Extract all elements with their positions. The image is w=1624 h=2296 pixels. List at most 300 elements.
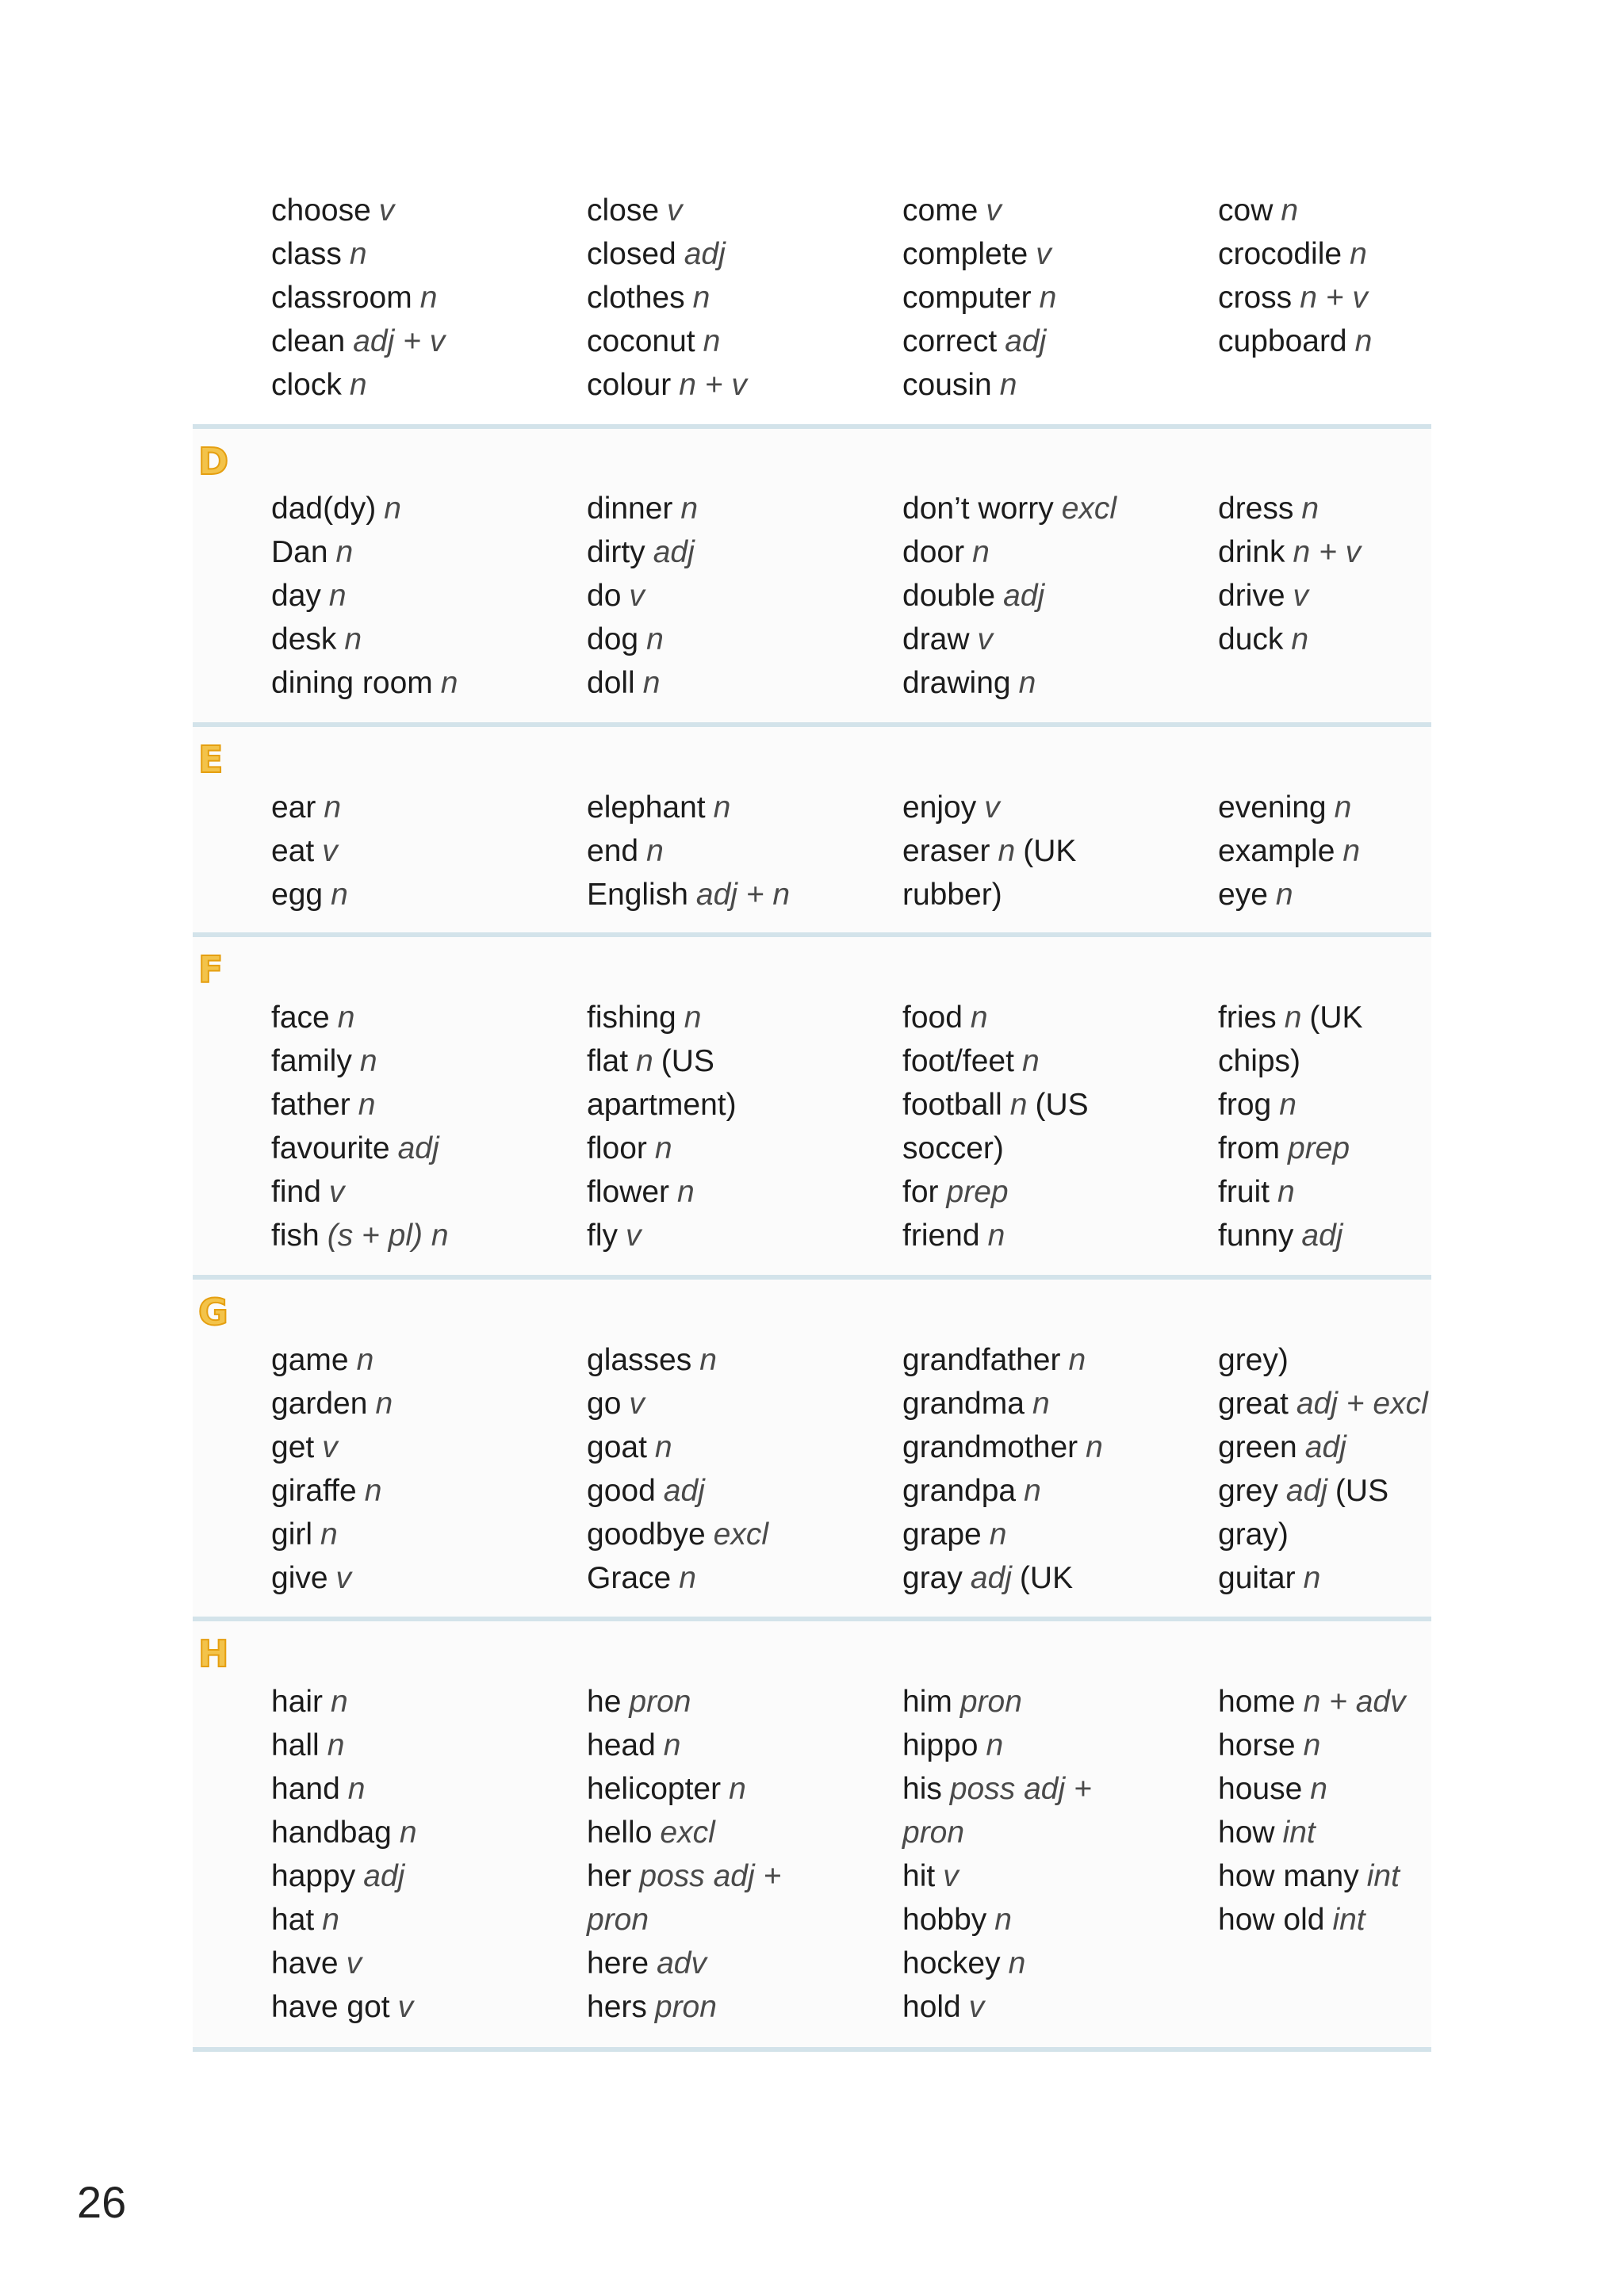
- word-column: [1218, 189, 1527, 363]
- word-entry: [271, 829, 580, 873]
- word-entry: [587, 1556, 896, 1600]
- word-entry: [587, 1513, 896, 1556]
- word-entry: [1218, 618, 1527, 661]
- headword: father: [271, 1088, 350, 1122]
- headword: hockey: [902, 1946, 1001, 1980]
- word-entry: [587, 1382, 896, 1425]
- variant-note: (US: [1035, 1088, 1089, 1122]
- headword: for: [902, 1175, 939, 1209]
- headword: gray: [902, 1561, 963, 1595]
- headword: grandpa: [902, 1474, 1017, 1508]
- headword: giraffe: [271, 1474, 357, 1508]
- headword: glasses: [587, 1343, 692, 1377]
- headword: house: [1218, 1772, 1303, 1806]
- part-of-speech: n: [998, 834, 1016, 868]
- part-of-speech: n: [1008, 1946, 1026, 1980]
- word-column: [902, 189, 1212, 407]
- word-entry: [902, 530, 1212, 574]
- word-entry: [271, 1338, 580, 1382]
- headword: hobby: [902, 1903, 987, 1937]
- section-divider: [193, 1275, 1431, 1280]
- part-of-speech: adj: [1285, 1474, 1327, 1508]
- part-of-speech: n: [646, 622, 664, 656]
- part-of-speech: v: [328, 1175, 345, 1209]
- word-column: [587, 189, 896, 407]
- part-of-speech: n: [1350, 237, 1367, 271]
- headword: cow: [1218, 193, 1274, 228]
- headword: grape: [902, 1517, 982, 1552]
- part-of-speech: excl: [660, 1816, 715, 1850]
- section-divider: [193, 424, 1431, 429]
- headword: fries: [1218, 1001, 1277, 1035]
- word-entry: [1218, 1680, 1527, 1724]
- word-column: [902, 1338, 1212, 1600]
- word-entry: [271, 530, 580, 574]
- word-entry: [902, 1680, 1212, 1724]
- word-entry: [1218, 530, 1527, 574]
- word-column: [902, 1680, 1212, 2029]
- word-entry: [902, 232, 1212, 276]
- word-column: [1218, 1680, 1527, 1942]
- headword: foot/feet: [902, 1044, 1014, 1078]
- headword: Dan: [271, 535, 328, 569]
- part-of-speech: n + v: [1300, 281, 1368, 315]
- word-entry: [271, 320, 580, 363]
- headword: hat: [271, 1903, 315, 1937]
- word-entry: [271, 1382, 580, 1425]
- headword: floor: [587, 1131, 647, 1165]
- word-entry: [587, 276, 896, 320]
- part-of-speech: v: [346, 1946, 362, 1980]
- headword: goodbye: [587, 1517, 706, 1552]
- word-entry: [1218, 1039, 1527, 1083]
- word-entry: [902, 829, 1212, 873]
- word-entry: [587, 1811, 896, 1854]
- word-entry: [587, 1985, 896, 2029]
- headword: chips): [1218, 1044, 1301, 1078]
- part-of-speech: n: [1303, 1561, 1321, 1595]
- headword: flat: [587, 1044, 629, 1078]
- headword: example: [1218, 834, 1335, 868]
- part-of-speech: n: [654, 1131, 672, 1165]
- word-entry: [902, 1170, 1212, 1214]
- part-of-speech: n: [1032, 1387, 1050, 1421]
- word-column: [1218, 1338, 1527, 1600]
- word-entry: [587, 1039, 896, 1083]
- part-of-speech: n: [324, 790, 342, 825]
- part-of-speech: pron: [654, 1990, 717, 2024]
- headword: green: [1218, 1430, 1297, 1464]
- part-of-speech: n: [1291, 622, 1309, 656]
- part-of-speech: v: [629, 579, 645, 613]
- headword: apartment): [587, 1088, 737, 1122]
- part-of-speech: poss adj +: [949, 1772, 1092, 1806]
- headword: hello: [587, 1816, 653, 1850]
- headword: hair: [271, 1685, 324, 1719]
- word-column: [587, 487, 896, 705]
- headword: complete: [902, 237, 1028, 271]
- word-entry: [587, 996, 896, 1039]
- word-entry: [271, 1469, 580, 1513]
- part-of-speech: n: [399, 1816, 417, 1850]
- word-entry: [1218, 320, 1527, 363]
- part-of-speech: v: [629, 1387, 645, 1421]
- word-entry: [902, 1338, 1212, 1382]
- headword: colour: [587, 368, 672, 402]
- headword: family: [271, 1044, 352, 1078]
- part-of-speech: n: [1284, 1001, 1302, 1035]
- headword: cupboard: [1218, 324, 1347, 358]
- word-entry: [587, 1724, 896, 1767]
- headword: how: [1218, 1816, 1275, 1850]
- word-entry: [902, 1513, 1212, 1556]
- headword: ear: [271, 790, 316, 825]
- word-column: [587, 786, 896, 916]
- word-entry: [587, 189, 896, 232]
- word-entry: [587, 1214, 896, 1257]
- headword: have got: [271, 1990, 390, 2024]
- word-entry: [1218, 1854, 1527, 1898]
- part-of-speech: n: [419, 281, 438, 315]
- word-entry: [271, 1724, 580, 1767]
- word-entry: [271, 1898, 580, 1942]
- word-entry: [902, 487, 1212, 530]
- section-letter: D: [198, 440, 229, 483]
- headword: his: [902, 1772, 942, 1806]
- part-of-speech: n: [349, 368, 367, 402]
- headword: head: [587, 1728, 656, 1762]
- part-of-speech: adj: [1301, 1219, 1343, 1253]
- part-of-speech: v: [943, 1859, 959, 1893]
- word-entry: [902, 1724, 1212, 1767]
- part-of-speech: n: [358, 1088, 376, 1122]
- word-column: [271, 1338, 580, 1600]
- part-of-speech: n: [972, 535, 990, 569]
- word-entry: [587, 1942, 896, 1985]
- headword: grandfather: [902, 1343, 1061, 1377]
- headword: fish: [271, 1219, 320, 1253]
- headword: double: [902, 579, 996, 613]
- headword: clothes: [587, 281, 685, 315]
- word-entry: [902, 276, 1212, 320]
- headword: hold: [902, 1990, 961, 2024]
- section-divider: [193, 1617, 1431, 1621]
- part-of-speech: (s + pl) n: [327, 1219, 449, 1253]
- part-of-speech: n: [347, 1772, 366, 1806]
- headword: coconut: [587, 324, 695, 358]
- part-of-speech: n: [636, 1044, 653, 1078]
- part-of-speech: int: [1332, 1903, 1365, 1937]
- variant-note: (UK: [1023, 834, 1077, 868]
- part-of-speech: n: [1281, 193, 1299, 228]
- part-of-speech: v: [1036, 237, 1051, 271]
- part-of-speech: n: [322, 1903, 339, 1937]
- word-entry: [587, 618, 896, 661]
- part-of-speech: pron: [587, 1903, 649, 1937]
- headword: hippo: [902, 1728, 979, 1762]
- headword: gray): [1218, 1517, 1289, 1552]
- word-entry: [271, 1127, 580, 1170]
- headword: how many: [1218, 1859, 1359, 1893]
- word-entry: [902, 1382, 1212, 1425]
- word-entry: [1218, 1556, 1527, 1600]
- headword: come: [902, 193, 979, 228]
- part-of-speech: v: [322, 1430, 338, 1464]
- headword: elephant: [587, 790, 706, 825]
- headword: dining room: [271, 666, 433, 700]
- word-entry: [271, 363, 580, 407]
- part-of-speech: n: [335, 535, 354, 569]
- page-number: 26: [77, 2177, 127, 2227]
- headword: happy: [271, 1859, 356, 1893]
- headword: game: [271, 1343, 349, 1377]
- word-column: [587, 1680, 896, 2029]
- word-entry: [902, 661, 1212, 705]
- part-of-speech: n: [440, 666, 458, 700]
- part-of-speech: n: [1009, 1088, 1028, 1122]
- word-entry: [1218, 1170, 1527, 1214]
- word-column: [1218, 786, 1527, 916]
- word-entry: [902, 996, 1212, 1039]
- word-column: [271, 1680, 580, 2029]
- part-of-speech: n: [1354, 324, 1373, 358]
- word-entry: [587, 574, 896, 618]
- headword: fishing: [587, 1001, 676, 1035]
- part-of-speech: pron: [902, 1816, 965, 1850]
- word-entry: [1218, 873, 1527, 916]
- part-of-speech: n: [1024, 1474, 1041, 1508]
- word-entry: [587, 1469, 896, 1513]
- word-column: [902, 487, 1212, 705]
- part-of-speech: v: [1293, 579, 1309, 613]
- word-entry: [1218, 1214, 1527, 1257]
- headword: frog: [1218, 1088, 1272, 1122]
- headword: closed: [587, 237, 676, 271]
- word-entry: [1218, 487, 1527, 530]
- part-of-speech: n: [327, 1728, 345, 1762]
- headword: dinner: [587, 492, 673, 526]
- headword: correct: [902, 324, 998, 358]
- word-entry: [587, 1767, 896, 1811]
- headword: drawing: [902, 666, 1011, 700]
- part-of-speech: n: [364, 1474, 382, 1508]
- variant-note: (UK: [1309, 1001, 1363, 1035]
- word-entry: [902, 574, 1212, 618]
- headword: great: [1218, 1387, 1289, 1421]
- headword: flower: [587, 1175, 670, 1209]
- part-of-speech: n: [677, 1175, 695, 1209]
- headword: dog: [587, 622, 639, 656]
- headword: garden: [271, 1387, 368, 1421]
- headword: eye: [1218, 878, 1268, 912]
- part-of-speech: int: [1366, 1859, 1400, 1893]
- part-of-speech: n + v: [679, 368, 747, 402]
- part-of-speech: n: [1279, 1088, 1297, 1122]
- headword: dress: [1218, 492, 1294, 526]
- word-entry: [271, 1811, 580, 1854]
- headword: clock: [271, 368, 342, 402]
- part-of-speech: adj: [397, 1131, 439, 1165]
- part-of-speech: pron: [629, 1685, 691, 1719]
- headword: handbag: [271, 1816, 392, 1850]
- part-of-speech: n: [654, 1430, 672, 1464]
- headword: grey): [1218, 1343, 1289, 1377]
- word-entry: [271, 786, 580, 829]
- headword: crocodile: [1218, 237, 1342, 271]
- word-entry: [902, 363, 1212, 407]
- headword: home: [1218, 1685, 1296, 1719]
- headword: friend: [902, 1219, 980, 1253]
- word-entry: [271, 276, 580, 320]
- part-of-speech: v: [322, 834, 338, 868]
- headword: dad(dy): [271, 492, 377, 526]
- word-entry: [902, 320, 1212, 363]
- headword: do: [587, 579, 622, 613]
- part-of-speech: adj + n: [695, 878, 791, 912]
- word-entry: [587, 873, 896, 916]
- part-of-speech: n: [1277, 1175, 1295, 1209]
- variant-note: (US: [661, 1044, 714, 1078]
- word-entry: [1218, 1811, 1527, 1854]
- headword: dirty: [587, 535, 645, 569]
- word-entry: [902, 1469, 1212, 1513]
- section-letter: H: [198, 1632, 229, 1675]
- headword: evening: [1218, 790, 1327, 825]
- word-entry: [1218, 232, 1527, 276]
- headword: him: [902, 1685, 952, 1719]
- word-entry: [902, 873, 1212, 916]
- part-of-speech: n: [344, 622, 362, 656]
- word-entry: [1218, 1127, 1527, 1170]
- part-of-speech: adj: [653, 535, 695, 569]
- part-of-speech: adj + excl: [1296, 1387, 1428, 1421]
- headword: rubber): [902, 878, 1002, 912]
- part-of-speech: adj: [970, 1561, 1012, 1595]
- headword: cousin: [902, 368, 992, 402]
- word-entry: [1218, 1898, 1527, 1942]
- part-of-speech: n: [703, 324, 721, 358]
- part-of-speech: adj + v: [353, 324, 446, 358]
- part-of-speech: n: [331, 878, 348, 912]
- headword: cross: [1218, 281, 1293, 315]
- part-of-speech: n: [970, 1001, 988, 1035]
- part-of-speech: excl: [713, 1517, 768, 1552]
- part-of-speech: v: [977, 622, 994, 656]
- headword: duck: [1218, 622, 1284, 656]
- word-column: [1218, 996, 1527, 1257]
- part-of-speech: n: [684, 1001, 702, 1035]
- word-entry: [587, 661, 896, 705]
- part-of-speech: adj: [684, 237, 726, 271]
- part-of-speech: n: [729, 1772, 746, 1806]
- headword: soccer): [902, 1131, 1004, 1165]
- word-entry: [587, 829, 896, 873]
- headword: good: [587, 1474, 656, 1508]
- headword: from: [1218, 1131, 1280, 1165]
- part-of-speech: n: [989, 1517, 1007, 1552]
- word-entry: [271, 1214, 580, 1257]
- part-of-speech: n: [646, 834, 664, 868]
- part-of-speech: n: [1275, 878, 1293, 912]
- headword: grey: [1218, 1474, 1278, 1508]
- word-column: [902, 786, 1212, 916]
- headword: hand: [271, 1772, 340, 1806]
- word-column: [587, 1338, 896, 1600]
- word-entry: [902, 618, 1212, 661]
- variant-note: (UK: [1019, 1561, 1074, 1595]
- part-of-speech: n: [699, 1343, 717, 1377]
- part-of-speech: n: [986, 1728, 1004, 1762]
- part-of-speech: v: [986, 193, 1002, 228]
- word-entry: [1218, 786, 1527, 829]
- part-of-speech: n + v: [1293, 535, 1362, 569]
- word-entry: [1218, 1767, 1527, 1811]
- headword: here: [587, 1946, 649, 1980]
- headword: favourite: [271, 1131, 390, 1165]
- part-of-speech: n: [1334, 790, 1352, 825]
- word-entry: [271, 1985, 580, 2029]
- part-of-speech: v: [335, 1561, 352, 1595]
- part-of-speech: n: [713, 790, 731, 825]
- word-column: [271, 996, 580, 1257]
- word-entry: [902, 1942, 1212, 1985]
- word-entry: [902, 1214, 1212, 1257]
- headword: end: [587, 834, 639, 868]
- word-entry: [902, 1127, 1212, 1170]
- headword: clean: [271, 324, 346, 358]
- headword: desk: [271, 622, 337, 656]
- word-entry: [587, 1170, 896, 1214]
- part-of-speech: n + adv: [1303, 1685, 1406, 1719]
- headword: English: [587, 878, 688, 912]
- headword: guitar: [1218, 1561, 1296, 1595]
- word-entry: [1218, 1382, 1527, 1425]
- part-of-speech: adv: [657, 1946, 707, 1980]
- part-of-speech: n: [349, 237, 367, 271]
- variant-note: (US: [1335, 1474, 1389, 1508]
- word-entry: [1218, 1338, 1527, 1382]
- word-entry: [902, 1898, 1212, 1942]
- part-of-speech: n: [337, 1001, 355, 1035]
- word-entry: [902, 1425, 1212, 1469]
- headword: enjoy: [902, 790, 977, 825]
- headword: draw: [902, 622, 970, 656]
- part-of-speech: excl: [1061, 492, 1117, 526]
- part-of-speech: n: [320, 1517, 338, 1552]
- headword: football: [902, 1088, 1002, 1122]
- headword: hall: [271, 1728, 320, 1762]
- word-entry: [271, 1556, 580, 1600]
- word-column: [902, 996, 1212, 1257]
- headword: don’t worry: [902, 492, 1054, 526]
- word-entry: [1218, 276, 1527, 320]
- part-of-speech: v: [397, 1990, 414, 2024]
- headword: get: [271, 1430, 315, 1464]
- headword: have: [271, 1946, 339, 1980]
- word-entry: [587, 232, 896, 276]
- part-of-speech: adj: [1005, 324, 1047, 358]
- word-entry: [902, 1985, 1212, 2029]
- part-of-speech: v: [667, 193, 683, 228]
- headword: face: [271, 1001, 330, 1035]
- part-of-speech: n: [1039, 281, 1057, 315]
- word-column: [587, 996, 896, 1257]
- headword: her: [587, 1859, 632, 1893]
- part-of-speech: adj: [663, 1474, 705, 1508]
- word-entry: [1218, 189, 1527, 232]
- word-entry: [271, 1170, 580, 1214]
- headword: hers: [587, 1990, 647, 2024]
